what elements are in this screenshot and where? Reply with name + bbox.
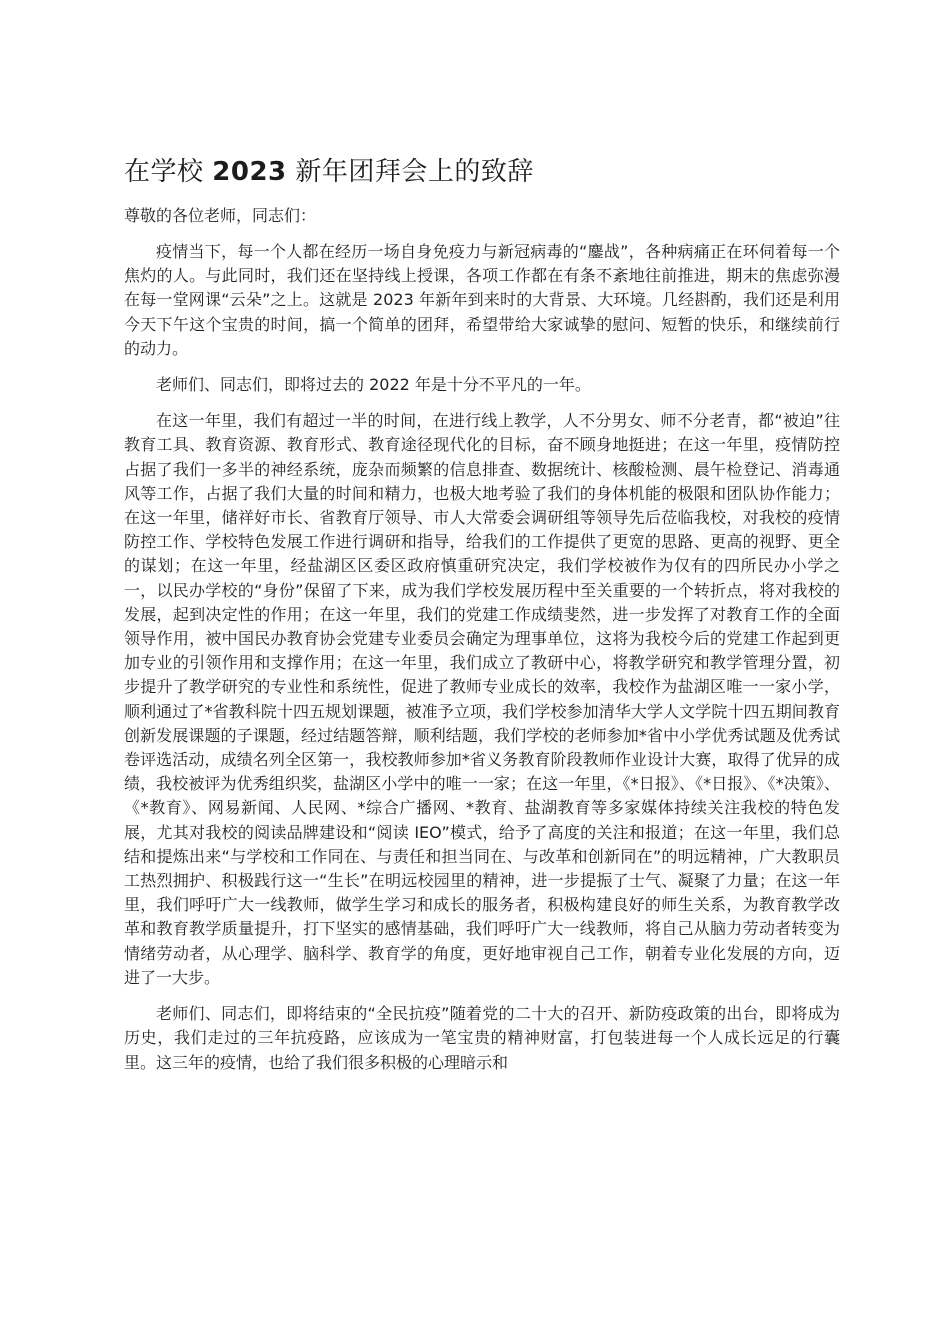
paragraph-3: 在这一年里，我们有超过一半的时间，在进行线上教学，人不分男女、师不分老青，都“被迫”往教育工具、教育资源、教育形式、教育途径现代化的目标，奋不顾身地挺进；在这一年里，疫情防控占据了我们一多半的神经系统，庞杂而频繁的信息排查、数据统计、核酸检测、晨午检登记、消毒通风等工作，占据了我们大量的时间和精力，也极大地考验了我们的身体机能的极限和团队协作能力；在这一年里，储祥好市长、省教育厅领导、市人大常委会调研组等领导先后莅临我校，对我校的疫情防控工作、学校特色发展工作进行调研和指导，给我们的工作提供了更宽的思路、更高的视野、更全的谋划；在这一年里，经盐湖区区委区政府慎重研究决定，我们学校被作为仅有的四所民办小学之一，以民办学校的“身份”保留了下来，成为我们学校发展历程中至关重要的一个转折点，将对我校的发展，起到决定性的作用；在这一年里，我们的党建工作成绩斐然，进一步发挥了对教育工作的全面领导作用，被中国民办教育协会党建专业委员会确定为理事单位，这将为我校今后的党建工作起到更加专业的引领作用和支撑作用；在这一年里，我们成立了教研中心，将教学研究和教学管理分置，初步提升了教学研究的专业性和系统性，促进了教师专业成长的效率，我校作为盐湖区唯一一家小学，顺利通过了*省教科院十四五规划课题，被准予立项，我们学校参加清华大学人文学院十四五期间教育创新发展课题的子课题，经过结题答辩，顺利结题，我们学校的老师参加*省中小学优秀试题及优秀试卷评选活动，成绩名列全区第一，我校教师参加*省义务教育阶段教师作业设计大赛，取得了优异的成绩，我校被评为优秀组织奖，盐湖区小学中的唯一一家；在这一年里，《*日报》、《*日报》、《*决策》、《*教育》、网易新闻、人民网、*综合广播网、*教育、盐湖教育等多家媒体持续关注我校的特色发展，尤其对我校的阅读品牌建设和“阅读 IEO”模式，给予了高度的关注和报道；在这一年里，我们总结和提炼出来“与学校和工作同在、与责任和担当同在、与改革和创新同在”的明远精神，广大教职员工热烈拥护、积极践行这一“生长”在明远校园里的精神，进一步提振了士气、凝聚了力量；在这一年里，我们呼吁广大一线教师，做学生学习和成长的服务者，积极构建良好的师生关系，为教育教学改革和教育教学质量提升，打下坚实的感情基础，我们呼吁广大一线教师，将自己从脑力劳动者转变为情绪劳动者，从心理学、脑科学、教育学的角度，更好地审视自己工作，朝着专业化发展的方向，迈进了一大步。 <box>124 411 840 987</box>
paragraph-2: 老师们、同志们，即将过去的 2022 年是十分不平凡的一年。 <box>156 375 591 395</box>
document-title <box>124 150 840 194</box>
paragraph-4: 老师们、同志们，即将结束的“全民抗疫”随着党的二十大的召开、新防疫政策的出台，即将成为历史，我们走过的三年抗疫路，应该成为一笔宝贵的精神财富，打包装进每一个人成长远足的行囊里。这三年的疫情，也给了我们很多积极的心理暗示和 <box>124 1004 840 1072</box>
title-year: 2023 <box>212 157 287 187</box>
title-prefix: 在学校 <box>124 157 204 187</box>
paragraph-1: 疫情当下，每一个人都在经历一场自身免疫力与新冠病毒的“鏖战”，各种病痛正在环伺着每一个焦灼的人。与此同时，我们还在坚持线上授课，各项工作都在有条不紊地往前推进，期末的焦虑弥漫在每一堂网课“云朵”之上。这就是 2023 年新年到来时的大背景、大环境。几经斟酌，我们还是利用今天下午这个宝贵的时间，搞一个简单的团拜，希望带给大家诚挚的慰问、短暂的快乐，和继续前行的动力。 <box>124 242 840 358</box>
document-body <box>124 150 840 1087</box>
title-suffix: 新年团拜会上的致辞 <box>295 157 534 187</box>
salutation: 尊敬的各位老师，同志们： <box>124 206 317 225</box>
